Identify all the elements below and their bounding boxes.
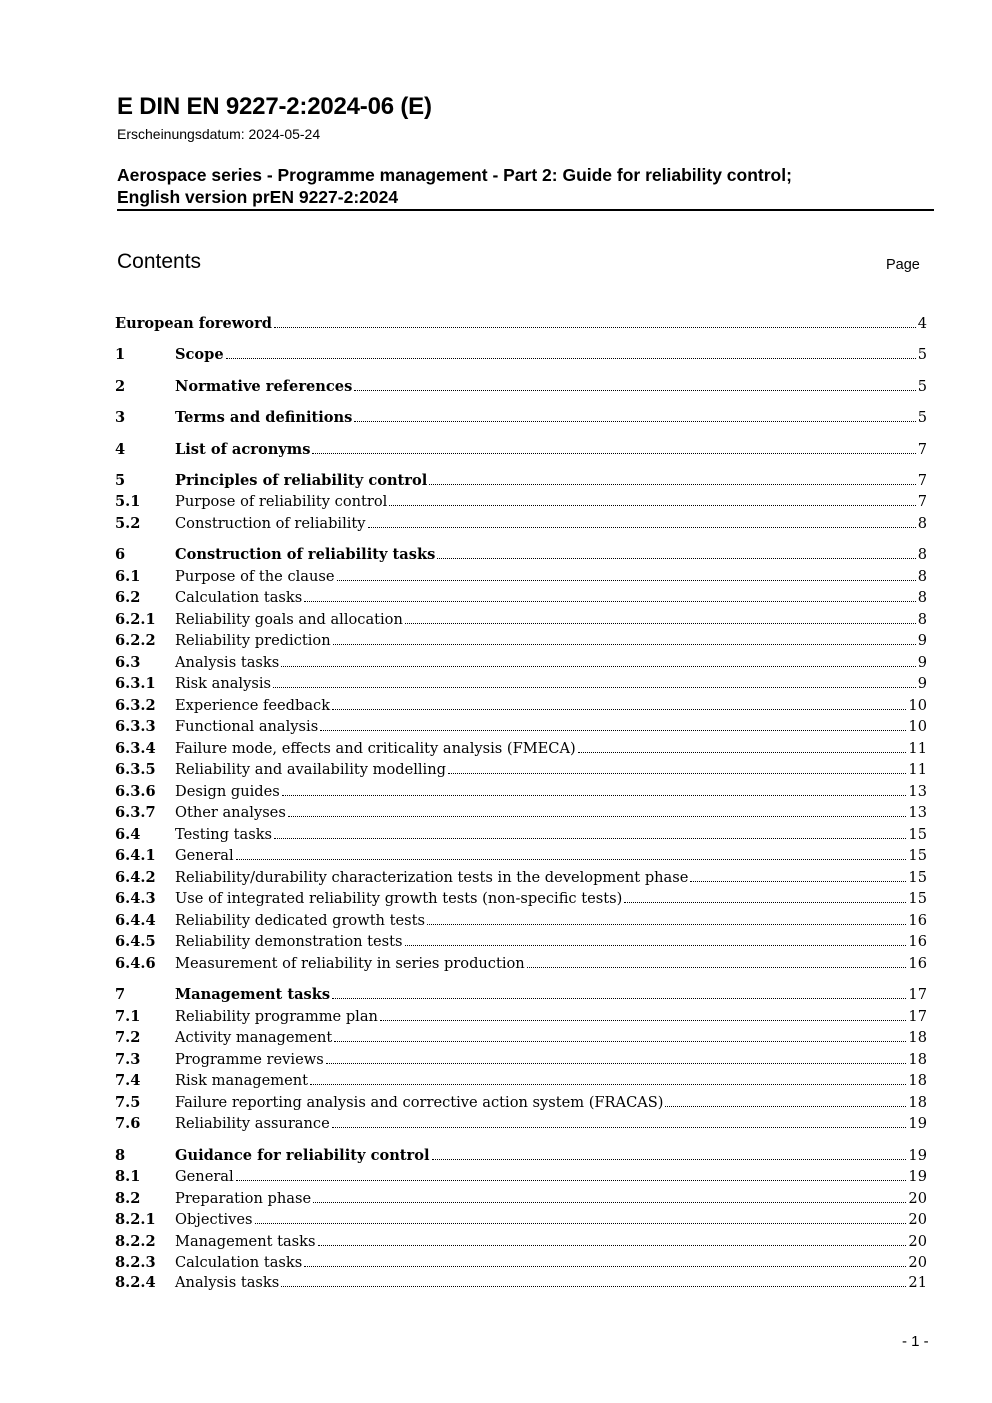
toc-entry-number: 8.1 xyxy=(115,1168,141,1185)
toc-entry[interactable] xyxy=(115,1028,927,1048)
toc-entry-page: 8 xyxy=(917,611,927,628)
toc-entry-title: Risk analysis xyxy=(175,675,271,692)
toc-entry-number: 6.3.2 xyxy=(115,697,156,714)
toc-entry[interactable] xyxy=(115,408,927,428)
toc-entry[interactable] xyxy=(115,492,927,512)
toc-entry-number: 7.4 xyxy=(115,1072,141,1089)
toc-entry-page: 11 xyxy=(908,740,927,757)
toc-entry-page: 18 xyxy=(908,1029,927,1046)
toc-entry-page: 15 xyxy=(908,890,927,907)
contents-heading: Contents xyxy=(117,250,202,273)
toc-leader xyxy=(354,421,915,422)
toc-entry-title: Reliability and availability modelling xyxy=(175,761,446,778)
toc-entry[interactable] xyxy=(115,1050,927,1070)
toc-entry-page: 8 xyxy=(917,568,927,585)
toc-entry-title: Testing tasks xyxy=(175,826,273,843)
toc-entry-number: 6.2.1 xyxy=(115,611,156,628)
toc-entry[interactable] xyxy=(115,803,927,823)
toc-entry-number: 8.2.2 xyxy=(115,1233,156,1250)
toc-entry[interactable] xyxy=(115,440,927,460)
toc-entry-page: 20 xyxy=(908,1190,927,1207)
toc-entry[interactable] xyxy=(115,567,927,587)
toc-entry-page: 16 xyxy=(908,912,927,929)
toc-entry-number: 6 xyxy=(115,546,126,563)
toc-leader xyxy=(624,902,906,903)
toc-entry-title: General xyxy=(175,847,234,864)
toc-entry-title: Preparation phase xyxy=(175,1190,312,1207)
toc-entry-number: 5 xyxy=(115,472,126,489)
toc-entry-page: 20 xyxy=(908,1211,927,1228)
toc-entry-number: 8 xyxy=(115,1147,126,1164)
toc-entry[interactable] xyxy=(115,345,927,365)
toc-entry[interactable] xyxy=(115,1232,927,1252)
toc-entry[interactable] xyxy=(115,868,927,888)
toc-entry-page: 19 xyxy=(908,1168,927,1185)
toc-entry-title: Reliability/durability characterization tests in the development phase xyxy=(175,869,689,886)
toc-leader xyxy=(427,924,906,925)
toc-entry-page: 8 xyxy=(917,546,927,563)
toc-leader xyxy=(354,390,915,391)
toc-entry-title: Failure reporting analysis and corrective action system (FRACAS) xyxy=(175,1094,664,1111)
toc-entry-page: 5 xyxy=(917,378,927,395)
toc-entry-title: Construction of reliability tasks xyxy=(175,546,436,563)
toc-entry[interactable] xyxy=(115,377,927,397)
toc-entry-page: 7 xyxy=(917,472,927,489)
toc-entry-title: Purpose of reliability control xyxy=(175,493,388,510)
toc-entry[interactable] xyxy=(115,889,927,909)
toc-leader xyxy=(380,1020,906,1021)
toc-entry-title: European foreword xyxy=(115,315,272,332)
toc-entry-number: 6.3.7 xyxy=(115,804,156,821)
toc-entry-title: Risk management xyxy=(175,1072,308,1089)
toc-entry-number: 4 xyxy=(115,441,126,458)
toc-entry[interactable] xyxy=(115,1189,927,1209)
toc-entry-page: 16 xyxy=(908,955,927,972)
toc-leader xyxy=(304,601,915,602)
toc-leader xyxy=(690,881,906,882)
toc-entry-number: 5.2 xyxy=(115,515,141,532)
toc-entry-number: 1 xyxy=(115,346,126,363)
toc-entry-title: Design guides xyxy=(175,783,280,800)
toc-entry-title: Reliability assurance xyxy=(175,1115,330,1132)
toc-entry-page: 4 xyxy=(917,315,927,332)
toc-entry-page: 19 xyxy=(908,1147,927,1164)
toc-entry[interactable] xyxy=(115,1114,927,1134)
toc-entry-number: 3 xyxy=(115,409,126,426)
toc-entry-title: Reliability demonstration tests xyxy=(175,933,403,950)
toc-entry[interactable] xyxy=(115,739,927,759)
toc-entry-page: 18 xyxy=(908,1051,927,1068)
toc-entry-title: Reliability programme plan xyxy=(175,1008,378,1025)
toc-leader xyxy=(333,644,916,645)
toc-entry[interactable] xyxy=(115,911,927,931)
toc-entry-title: Terms and definitions xyxy=(175,409,353,426)
toc-leader xyxy=(326,1063,907,1064)
toc-entry-page: 20 xyxy=(908,1254,927,1271)
toc-leader xyxy=(236,859,907,860)
document-code: E DIN EN 9227-2:2024-06 (E) xyxy=(117,93,432,120)
toc-leader xyxy=(332,1127,907,1128)
toc-entry-title: Use of integrated reliability growth tests (non-specific tests) xyxy=(175,890,623,907)
toc-entry[interactable] xyxy=(115,1273,927,1293)
toc-entry-number: 8.2.4 xyxy=(115,1274,156,1291)
toc-entry-number: 6.3.6 xyxy=(115,783,156,800)
toc-leader xyxy=(310,1084,906,1085)
toc-leader xyxy=(389,505,915,506)
toc-entry[interactable] xyxy=(115,631,927,651)
toc-entry-title: Programme reviews xyxy=(175,1051,324,1068)
toc-entry[interactable] xyxy=(115,696,927,716)
toc-entry-number: 5.1 xyxy=(115,493,141,510)
toc-leader xyxy=(578,752,907,753)
toc-entry-page: 13 xyxy=(908,804,927,821)
toc-leader xyxy=(527,967,907,968)
toc-entry[interactable] xyxy=(115,717,927,737)
toc-entry[interactable] xyxy=(115,314,927,334)
toc-leader xyxy=(405,945,907,946)
toc-leader xyxy=(332,998,906,999)
toc-entry[interactable] xyxy=(115,545,927,565)
toc-entry-title: Experience feedback xyxy=(175,697,331,714)
toc-entry[interactable] xyxy=(115,954,927,974)
toc-entry-page: 16 xyxy=(908,933,927,950)
toc-entry[interactable] xyxy=(115,1007,927,1027)
toc-entry-page: 10 xyxy=(908,718,927,735)
toc-entry[interactable] xyxy=(115,514,927,534)
toc-entry-page: 11 xyxy=(908,761,927,778)
toc-entry-page: 8 xyxy=(917,515,927,532)
toc-entry-title: Reliability goals and allocation xyxy=(175,611,403,628)
toc-entry[interactable] xyxy=(115,846,927,866)
toc-leader xyxy=(255,1223,907,1224)
toc-entry[interactable] xyxy=(115,1146,927,1166)
toc-entry[interactable] xyxy=(115,1167,927,1187)
toc-leader xyxy=(281,666,915,667)
toc-leader xyxy=(437,558,915,559)
page-column-heading: Page xyxy=(886,257,920,273)
toc-entry-title: Functional analysis xyxy=(175,718,319,735)
toc-entry-number: 6.4.5 xyxy=(115,933,156,950)
toc-entry-page: 9 xyxy=(917,632,927,649)
toc-leader xyxy=(337,580,916,581)
toc-leader xyxy=(226,358,916,359)
toc-entry-page: 17 xyxy=(908,1008,927,1025)
toc-entry-number: 7.2 xyxy=(115,1029,141,1046)
toc-entry[interactable] xyxy=(115,610,927,630)
toc-entry-number: 7.5 xyxy=(115,1094,141,1111)
toc-entry-page: 7 xyxy=(917,441,927,458)
toc-entry-number: 6.4.2 xyxy=(115,869,156,886)
toc-entry[interactable] xyxy=(115,588,927,608)
toc-entry-number: 6.4.6 xyxy=(115,955,156,972)
toc-entry-page: 18 xyxy=(908,1094,927,1111)
page-number: - 1 - xyxy=(902,1333,929,1350)
header-rule xyxy=(117,209,934,211)
toc-entry-title: Failure mode, effects and criticality analysis (FMECA) xyxy=(175,740,576,757)
toc-leader xyxy=(313,1202,906,1203)
toc-entry[interactable] xyxy=(115,1093,927,1113)
toc-entry-number: 6.3.4 xyxy=(115,740,156,757)
toc-entry-number: 8.2.3 xyxy=(115,1254,156,1271)
toc-entry[interactable] xyxy=(115,471,927,491)
toc-leader xyxy=(320,730,906,731)
toc-entry-title: List of acronyms xyxy=(175,441,311,458)
toc-entry-title: Reliability prediction xyxy=(175,632,331,649)
toc-leader xyxy=(448,773,906,774)
toc-entry-number: 6.3.3 xyxy=(115,718,156,735)
toc-entry-number: 6.3.1 xyxy=(115,675,156,692)
toc-entry[interactable] xyxy=(115,782,927,802)
toc-entry-page: 15 xyxy=(908,869,927,886)
toc-entry-number: 6.3.5 xyxy=(115,761,156,778)
toc-entry-number: 6.3 xyxy=(115,654,141,671)
toc-entry-page: 8 xyxy=(917,589,927,606)
toc-entry-number: 6.1 xyxy=(115,568,141,585)
toc-entry-title: Scope xyxy=(175,346,224,363)
toc-entry-page: 7 xyxy=(917,493,927,510)
toc-leader xyxy=(274,327,916,328)
toc-entry[interactable] xyxy=(115,825,927,845)
toc-entry-number: 8.2 xyxy=(115,1190,141,1207)
toc-entry-number: 8.2.1 xyxy=(115,1211,156,1228)
toc-entry[interactable] xyxy=(115,1253,927,1273)
toc-entry-title: Reliability dedicated growth tests xyxy=(175,912,425,929)
toc-leader xyxy=(429,484,915,485)
toc-entry-page: 5 xyxy=(917,409,927,426)
toc-entry-page: 18 xyxy=(908,1072,927,1089)
document-title-line-1: Aerospace series - Programme management - Part 2: Guide for reliability control; xyxy=(117,165,792,185)
toc-entry-page: 19 xyxy=(908,1115,927,1132)
toc-entry-number: 6.4 xyxy=(115,826,141,843)
toc-entry-page: 15 xyxy=(908,826,927,843)
toc-entry-number: 7.6 xyxy=(115,1115,141,1132)
toc-entry-page: 21 xyxy=(908,1274,927,1291)
toc-entry-title: Calculation tasks xyxy=(175,1254,303,1271)
toc-leader xyxy=(304,1266,906,1267)
toc-entry-title: Management tasks xyxy=(175,1233,316,1250)
toc-leader xyxy=(318,1245,907,1246)
document-title xyxy=(117,164,792,208)
toc-leader xyxy=(273,687,916,688)
toc-entry-title: Normative references xyxy=(175,378,353,395)
toc-entry-page: 15 xyxy=(908,847,927,864)
document-title-line-2: English version prEN 9227-2:2024 xyxy=(117,187,399,207)
toc-entry-number: 6.2.2 xyxy=(115,632,156,649)
toc-entry-title: Objectives xyxy=(175,1211,253,1228)
toc-entry-title: Analysis tasks xyxy=(175,654,280,671)
toc-entry-title: Activity management xyxy=(175,1029,333,1046)
toc-entry[interactable] xyxy=(115,674,927,694)
toc-entry-title: Analysis tasks xyxy=(175,1274,280,1291)
toc-entry[interactable] xyxy=(115,653,927,673)
toc-leader xyxy=(334,1041,906,1042)
toc-entry[interactable] xyxy=(115,985,927,1005)
toc-entry-page: 5 xyxy=(917,346,927,363)
toc-leader xyxy=(332,709,906,710)
toc-entry[interactable] xyxy=(115,760,927,780)
toc-entry-page: 10 xyxy=(908,697,927,714)
toc-leader xyxy=(236,1180,907,1181)
toc-entry-title: Purpose of the clause xyxy=(175,568,335,585)
toc-entry-page: 9 xyxy=(917,654,927,671)
toc-entry-number: 6.4.3 xyxy=(115,890,156,907)
toc-entry-title: Management tasks xyxy=(175,986,331,1003)
toc-entry-page: 20 xyxy=(908,1233,927,1250)
toc-leader xyxy=(665,1106,906,1107)
toc-entry-title: Guidance for reliability control xyxy=(175,1147,430,1164)
toc-leader xyxy=(405,623,916,624)
toc-entry-number: 7 xyxy=(115,986,126,1003)
toc-entry[interactable] xyxy=(115,932,927,952)
toc-leader xyxy=(282,795,907,796)
publication-date: Erscheinungsdatum: 2024-05-24 xyxy=(117,126,321,142)
toc-entry-title: Calculation tasks xyxy=(175,589,303,606)
toc-entry[interactable] xyxy=(115,1071,927,1091)
toc-entry-title: Measurement of reliability in series production xyxy=(175,955,525,972)
toc-entry-title: Construction of reliability xyxy=(175,515,366,532)
toc-entry-page: 9 xyxy=(917,675,927,692)
toc-entry-number: 7.1 xyxy=(115,1008,141,1025)
toc-leader xyxy=(368,527,916,528)
toc-entry-number: 6.2 xyxy=(115,589,141,606)
toc-entry[interactable] xyxy=(115,1210,927,1230)
toc-entry-title: Principles of reliability control xyxy=(175,472,428,489)
toc-entry-number: 2 xyxy=(115,378,126,395)
toc-entry-number: 6.4.1 xyxy=(115,847,156,864)
toc-entry-page: 17 xyxy=(908,986,927,1003)
toc-entry-page: 13 xyxy=(908,783,927,800)
toc-entry-number: 6.4.4 xyxy=(115,912,156,929)
toc-leader xyxy=(288,816,907,817)
toc-entry-title: Other analyses xyxy=(175,804,286,821)
toc-leader xyxy=(274,838,906,839)
toc-entry-number: 7.3 xyxy=(115,1051,141,1068)
toc-leader xyxy=(281,1286,906,1287)
toc-leader xyxy=(432,1159,907,1160)
toc-entry-title: General xyxy=(175,1168,234,1185)
toc-leader xyxy=(312,453,915,454)
